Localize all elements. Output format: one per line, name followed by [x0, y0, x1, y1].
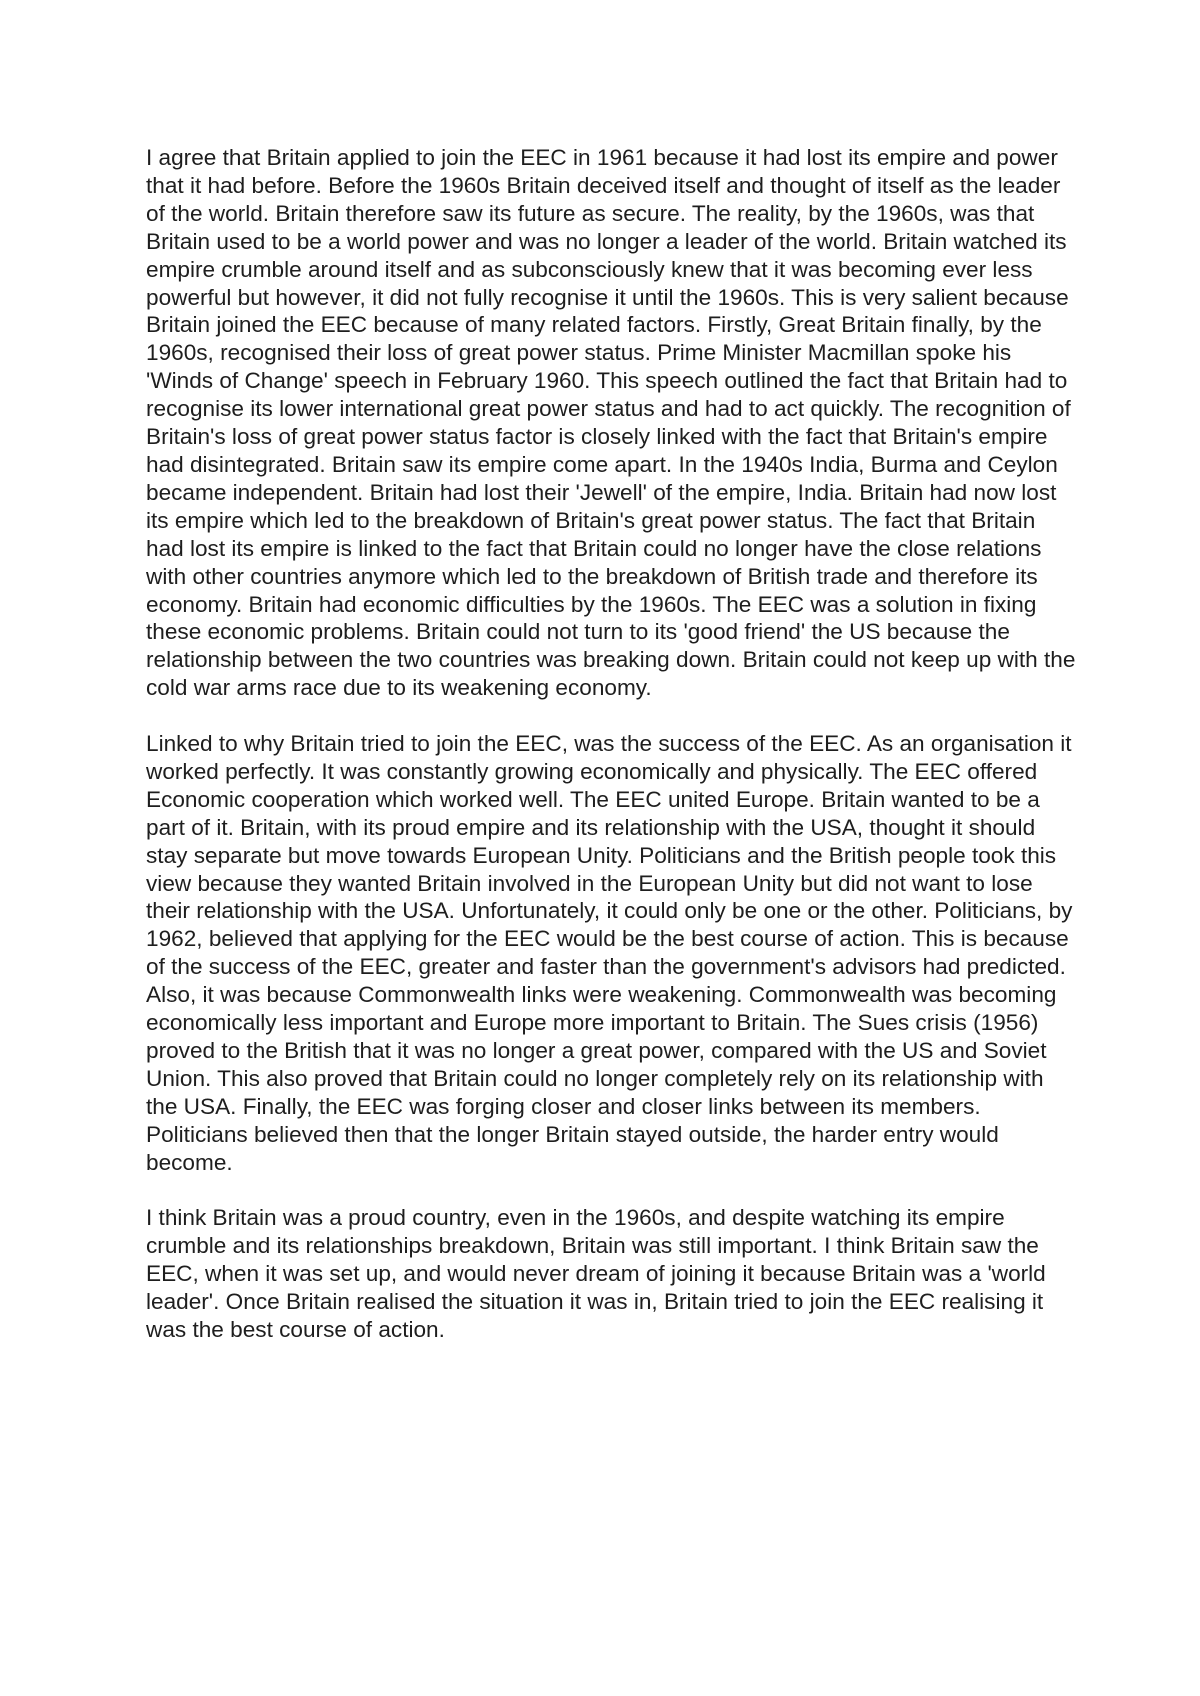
document-body — [146, 144, 1076, 1372]
paragraph-1: I agree that Britain applied to join the EEC in 1961 because it had lost its empire and power that it had before. Before the 1960s Britain deceived itself and thought of itself as the leader of the world. Britain therefore saw its future as secure. The reality, by the 1960s, was that Britain used to be a world power and was no longer a leader of the world. Britain watched its empire crumble around itself and as subconsciously knew that it was becoming ever less powerful but however, it did not fully recognise it until the 1960s. This is very salient because Britain joined the EEC because of many related factors. Firstly, Great Britain finally, by the 1960s, recognised their loss of great power status. Prime Minister Macmillan spoke his 'Winds of Change' speech in February 1960. This speech outlined the fact that Britain had to recognise its lower international great power status and had to act quickly. The recognition of Britain's loss of great power status factor is closely linked with the fact that Britain's empire had disintegrated. Britain saw its empire come apart. In the 1940s India, Burma and Ceylon became independent. Britain had lost their 'Jewell' of the empire, India. Britain had now lost its empire which led to the breakdown of Britain's great power status. The fact that Britain had lost its empire is linked to the fact that Britain could no longer have the close relations with other countries anymore which led to the breakdown of British trade and therefore its economy. Britain had economic difficulties by the 1960s. The EEC was a solution in fixing these economic problems. Britain could not turn to its 'good friend' the US because the relationship between the two countries was breaking down. Britain could not keep up with the cold war arms race due to its weakening economy. — [146, 145, 1076, 701]
paragraph-3: I think Britain was a proud country, even in the 1960s, and despite watching its empire crumble and its relationships breakdown, Britain was still important. I think Britain saw the EEC, when it was set up, and would never dream of joining it because Britain was a 'world leader'. Once Britain realised the situation it was in, Britain tried to join the EEC realising it was the best course of action. — [146, 1205, 1046, 1343]
paragraph-2: Linked to why Britain tried to join the EEC, was the success of the EEC. As an organisation it worked perfectly. It was constantly growing economically and physically. The EEC offered Economic cooperation which worked well. The EEC united Europe. Britain wanted to be a part of it. Britain, with its proud empire and its relationship with the USA, thought it should stay separate but move towards European Unity. Politicians and the British people took this view because they wanted Britain involved in the European Unity but did not want to lose their relationship with the USA. Unfortunately, it could only be one or the other. Politicians, by 1962, believed that applying for the EEC would be the best course of action. This is because of the success of the EEC, greater and faster than the government's advisors had predicted. Also, it was because Commonwealth links were weakening. Commonwealth was becoming economically less important and Europe more important to Britain. The Sues crisis (1956) proved to the British that it was no longer a great power, compared with the US and Soviet Union. This also proved that Britain could no longer completely rely on its relationship with the USA. Finally, the EEC was forging closer and closer links between its members. Politicians believed then that the longer Britain stayed outside, the harder entry would become. — [146, 731, 1073, 1175]
